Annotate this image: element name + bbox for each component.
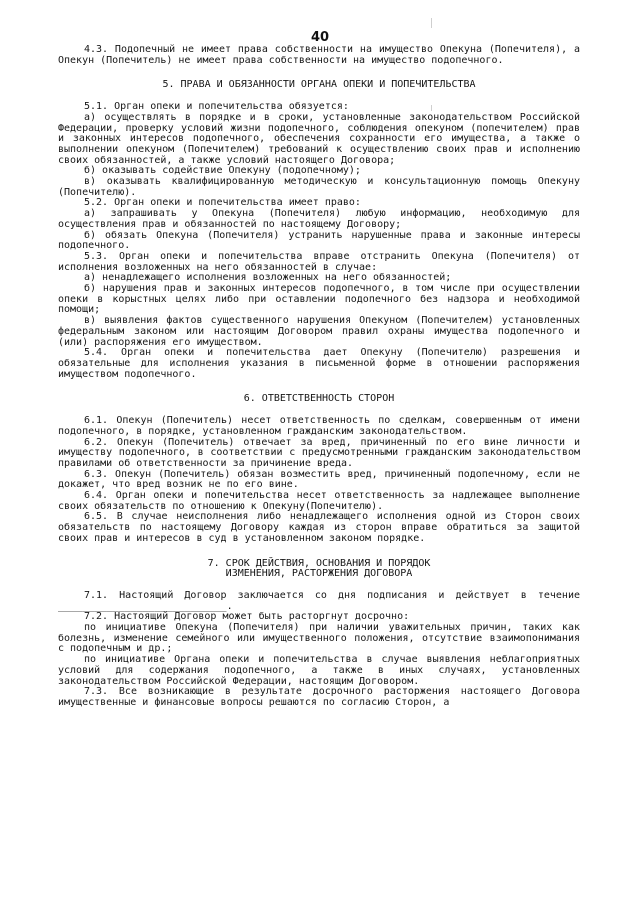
paragraph: а) осуществлять в порядке и в сроки, установленные законодательством Российской Федерации, проверку условий жизни подопечного, соблюдения опекуном (попечителем) прав и законных интересов подопечного, обеспечения сохранности его имущества, а также о выполнении опекуном (Попечителем) требований к осуществлению своих прав и исполнению своих обязанностей, а также условий настоящего Договора;: [58, 111, 580, 166]
scan-artifact-line: [431, 18, 432, 28]
section-heading: 6. ОТВЕТСТВЕННОСТЬ СТОРОН: [243, 393, 395, 405]
paragraph: в) выявления фактов существенного нарушения Опекуном (Попечителем) установленных федеральным законом или настоящим Договором правил охраны имущества подопечного и (или) распоряжения его имуществом.: [58, 315, 580, 348]
page-number: 40: [310, 30, 330, 45]
paragraph: 5.1. Орган опеки и попечительства обязуется:: [84, 101, 349, 113]
paragraph: 5.4. Орган опеки и попечительства дает Опекуну (Попечителю) разрешения и обязательные для исполнения указания в письменной форме в отношении распоряжения имуществом подопечного.: [58, 347, 580, 380]
paragraph: б) нарушения прав и законных интересов подопечного, в том числе при осуществлении опеки в корыстных целях либо при оставлении подопечного без надзора и необходимой помощи;: [58, 283, 580, 316]
document-body: [58, 45, 580, 709]
paragraph: 6.4. Орган опеки и попечительства несет ответственность за надлежащее выполнение своих обязательств по отношению к Опекуну(Попечителю).: [58, 490, 580, 512]
paragraph: 6.5. В случае неисполнения либо ненадлежащего исполнения одной из Сторон своих обязательств по настоящему Договору каждая из сторон вправе обратиться за защитой своих прав и интересов в суд в установленном законом порядке.: [58, 511, 580, 544]
paragraph: 5.3. Орган опеки и попечительства вправе отстранить Опекуна (Попечителя) от исполнения возложенных на него обязанностей в случае:: [58, 250, 580, 273]
section-heading: ИЗМЕНЕНИЯ, РАСТОРЖЕНИЯ ДОГОВОРА: [225, 568, 413, 580]
paragraph: 7.1. Настоящий Договор заключается со дня подписания и действует в течение ____________________________.: [58, 589, 580, 612]
paragraph: 6.1. Опекун (Попечитель) несет ответственность по сделкам, совершенным от имени подопечного, в порядке, установленном гражданским законодательством.: [58, 415, 580, 437]
paragraph: 5.2. Орган опеки и попечительства имеет право:: [84, 197, 361, 209]
paragraph: 6.3. Опекун (Попечитель) обязан возместить вред, причиненный подопечному, если не докажет, что вред возник не по его вине.: [58, 468, 580, 491]
section-spacer: [58, 66, 580, 80]
paragraph: а) ненадлежащего исполнения возложенных на него обязанностей;: [84, 272, 452, 284]
paragraph: 6.2. Опекун (Попечитель) отвечает за вред, причиненный по его вине личности и имуществу подопечного, в соответствии с предусмотренными гражданским законодательством правилами об ответственности за причинение вреда.: [58, 436, 580, 469]
section-heading: 5. ПРАВА И ОБЯЗАННОСТИ ОРГАНА ОПЕКИ И ПОПЕЧИТЕЛЬСТВА: [162, 79, 476, 91]
paragraph: а) запрашивать у Опекуна (Попечителя) любую информацию, необходимую для осуществления прав и обязанностей по настоящему Договору;: [58, 208, 580, 230]
paragraph: 7.3. Все возникающие в результате досрочного расторжения настоящего Договора имущественные и финансовые вопросы решаются по согласию Сторон, а: [58, 686, 580, 708]
section-spacer: [58, 545, 580, 559]
paragraph: б) оказывать содействие Опекуну (подопечному);: [84, 165, 361, 177]
paragraph: 4.3. Подопечный не имеет права собственности на имуществo Опекуна (Попечителя), а Опекун (Попечитель) не имеет права собственности на имущество подопечного.: [58, 44, 580, 66]
section-spacer: [58, 380, 580, 394]
section-heading: 7. СРОК ДЕЙСТВИЯ, ОСНОВАНИЯ И ПОРЯДОК: [207, 557, 431, 569]
paragraph: б) обязать Опекуна (Попечителя) устранить нарушенные права и законные интересы подопечного.: [58, 229, 580, 252]
paragraph: в) оказывать квалифицированную методическую и консультационную помощь Опекуну (Попечителю).: [58, 176, 580, 198]
paragraph: 7.2. Настоящий Договор может быть расторгнут досрочно:: [84, 611, 410, 623]
paragraph: по инициативе Органа опеки и попечительства в случае выявления неблагоприятных условий для содержания подопечного, а также в иных случаях, установленных законодательством Российской Федерации, настоящим Договором.: [58, 654, 580, 687]
paragraph: по инициативе Опекуна (Попечителя) при наличии уважительных причин, таких как болезнь, изменение семейного или имущественного положения, отсутствие взаимопонимания с подопечным и др.;: [58, 622, 580, 655]
